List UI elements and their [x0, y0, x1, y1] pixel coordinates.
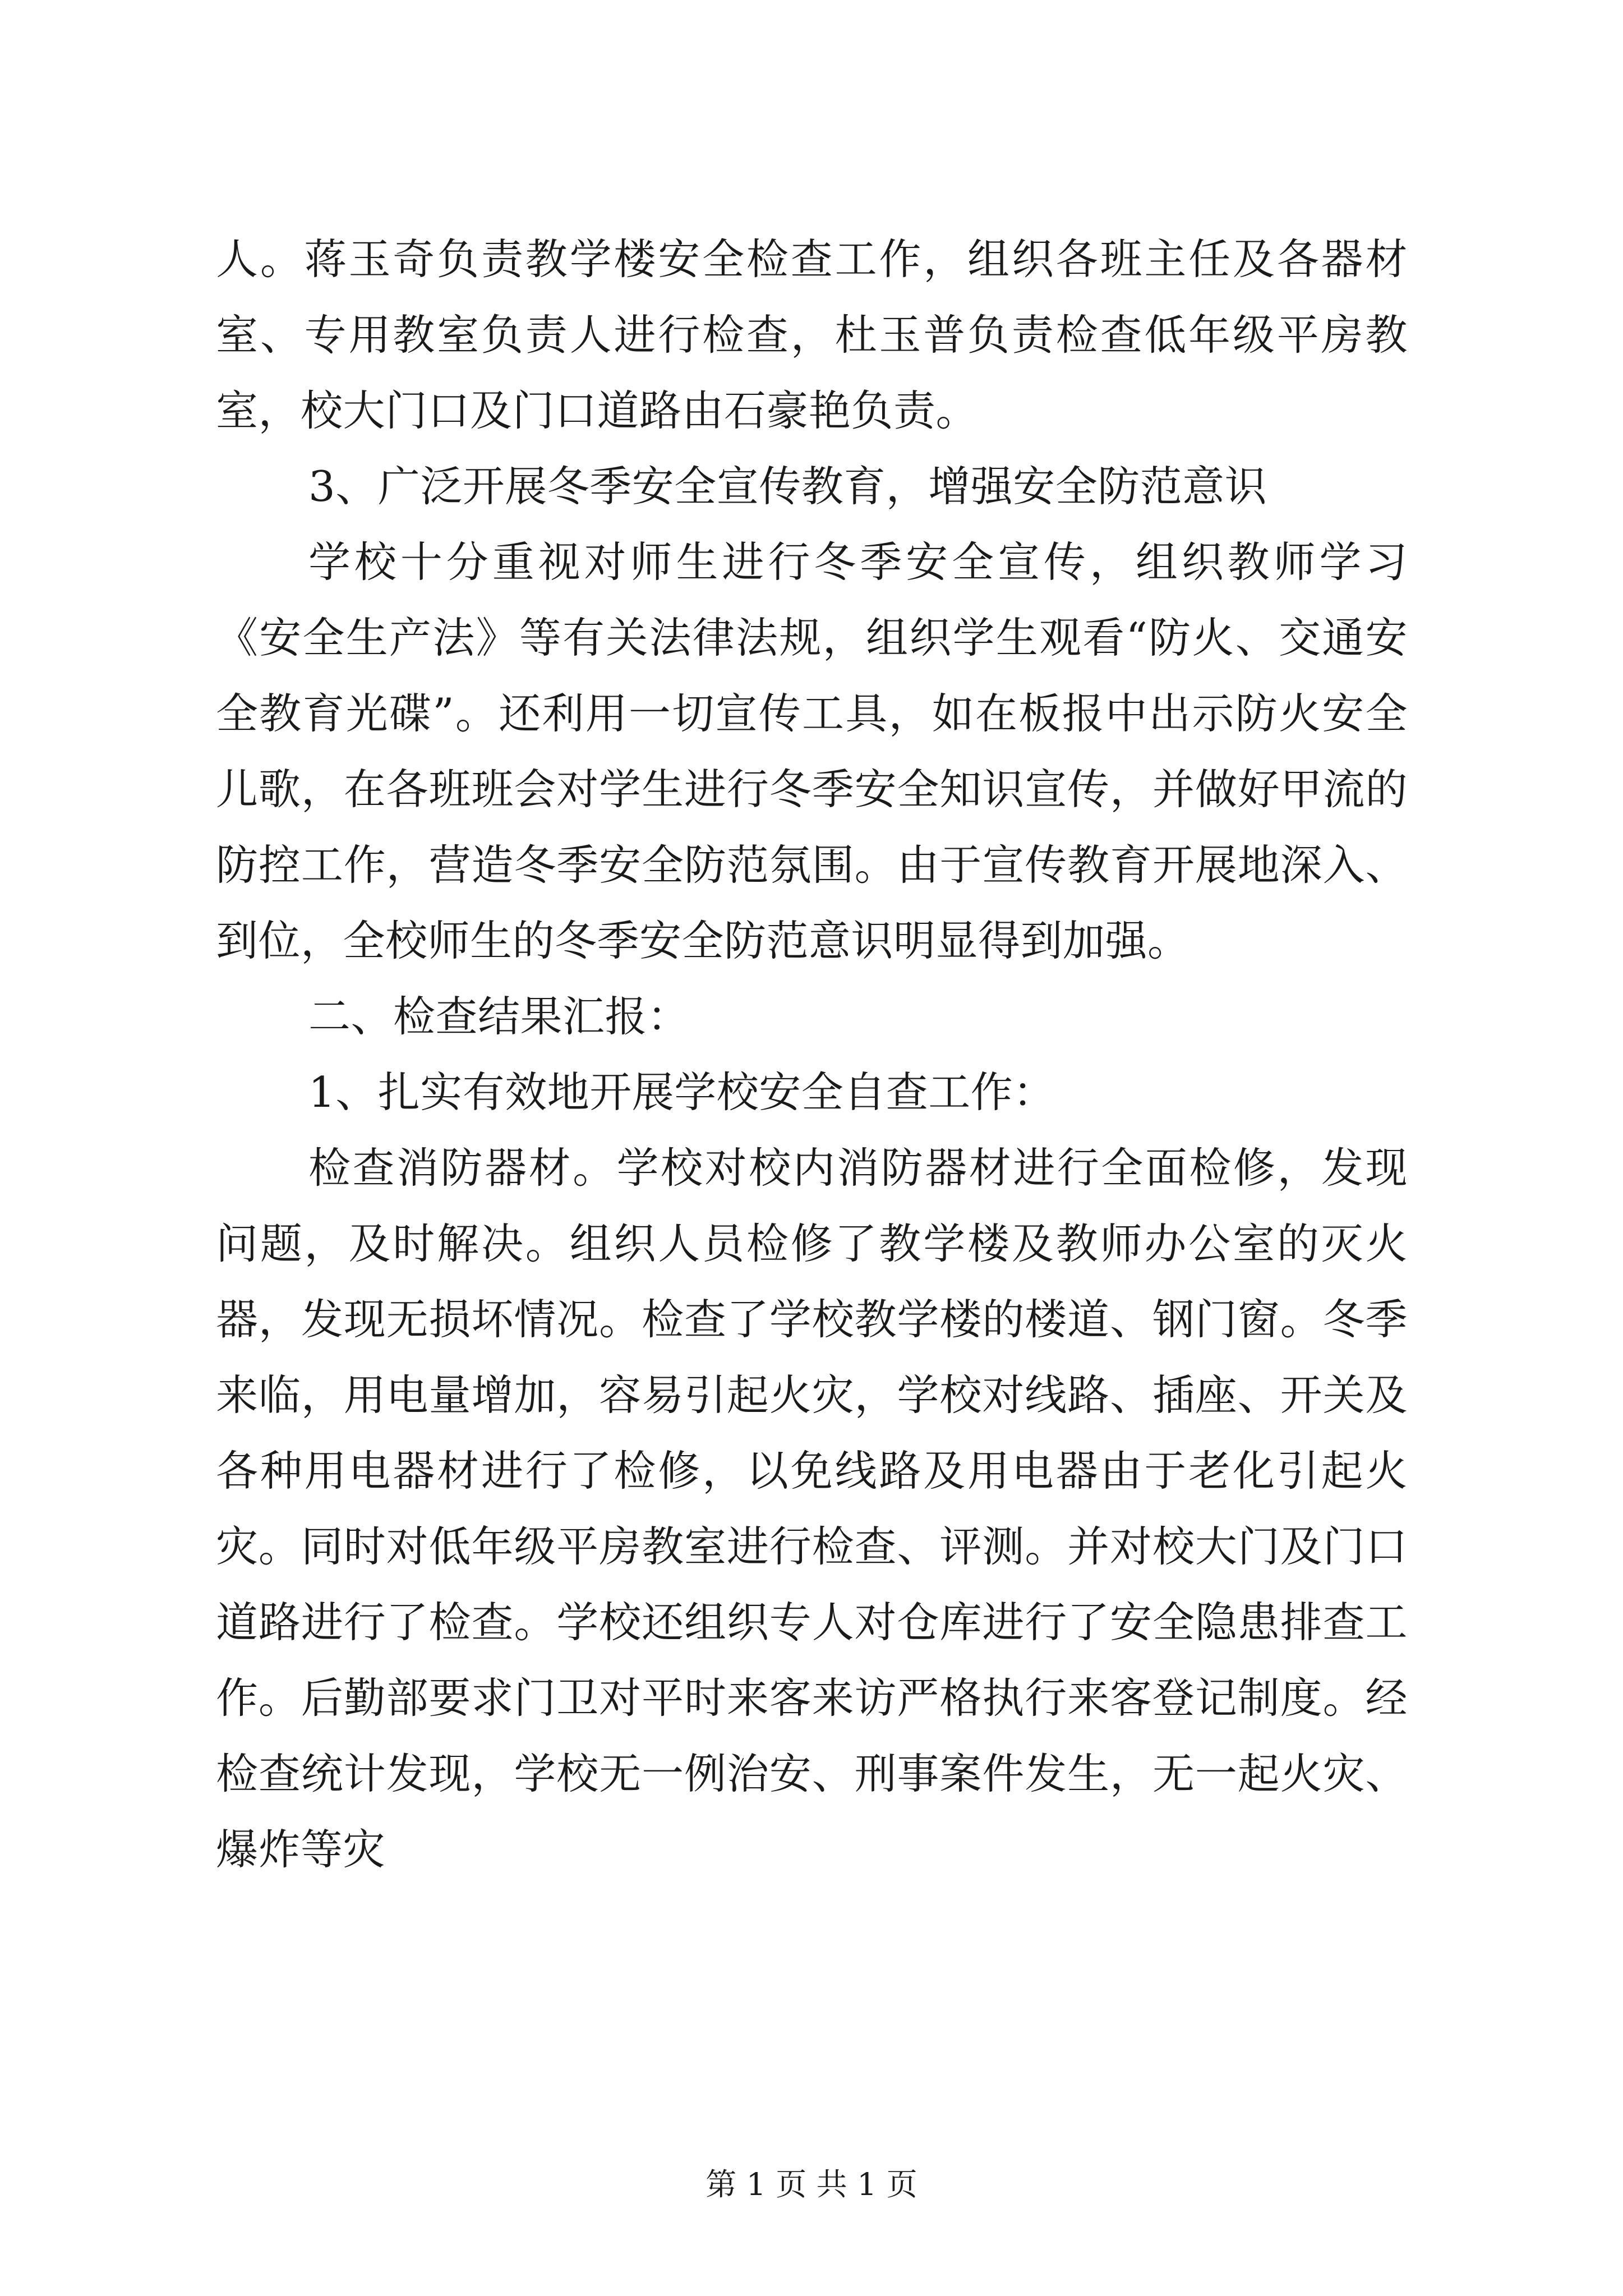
- section-heading-inspection-results: 二、检查结果汇报：: [308, 992, 690, 1041]
- section-heading-3: 3、广泛开展冬季安全宣传教育，增强安全防范意识: [308, 462, 1267, 511]
- paragraph-continuation: 人。蒋玉奇负责教学楼安全检查工作，组织各班主任及各器材室、专用教室负责人进行检查，杜玉普负责检查低年级平房教室，校大门口及门口道路由石豪艳负责。: [216, 234, 1408, 435]
- page-number-footer: 第 1 页 共 1 页: [706, 2166, 917, 2202]
- paragraph-fire-equipment-check: 检查消防器材。学校对校内消防器材进行全面检修，发现问题，及时解决。组织人员检修了教学楼及教师办公室的灭火器，发现无损坏情况。检查了学校教学楼的楼道、钢门窗。冬季来临，用电量增加，容易引起火灾，学校对线路、插座、开关及各种用电器材进行了检修，以免线路及用电器由于老化引起火灾。同时对低年级平房教室进行检查、评测。并对校大门及门口道路进行了检查。学校还组织专人对仓库进行了安全隐患排查工作。后勤部要求门卫对平时来客来访严格执行来客登记制度。经检查统计发现，学校无一例治安、刑事案件发生，无一起火灾、爆炸等灾: [216, 1143, 1408, 1874]
- section-heading-1: 1、扎实有效地开展学校安全自查工作：: [308, 1068, 1055, 1117]
- document-body: [216, 222, 1408, 1888]
- paragraph-safety-publicity: 学校十分重视对师生进行冬季安全宣传，组织教师学习《安全生产法》等有关法律法规，组织学生观看“防火、交通安全教育光碟”。还利用一切宣传工具，如在板报中出示防火安全儿歌，在各班班会对学生进行冬季安全知识宣传，并做好甲流的防控工作，营造冬季安全防范氛围。由于宣传教育开展地深入、到位，全校师生的冬季安全防范意识明显得到加强。: [216, 537, 1408, 965]
